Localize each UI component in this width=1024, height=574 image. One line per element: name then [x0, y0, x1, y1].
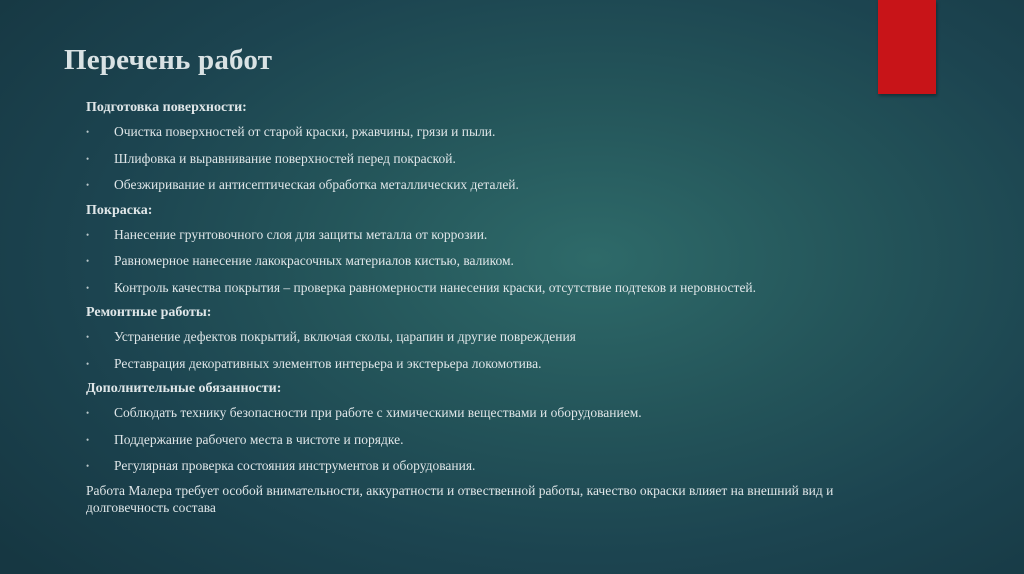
section-heading-additional: Дополнительные обязанности: — [86, 381, 282, 396]
list-item-text: Поддержание рабочего места в чистоте и порядке. — [114, 431, 404, 447]
bullet-icon: • — [86, 256, 90, 266]
bullet-icon: • — [86, 180, 90, 190]
list-item-text: Обезжиривание и антисептическая обработка металлических деталей. — [114, 177, 519, 192]
bullet-icon: • — [86, 153, 90, 164]
bullet-icon: • — [86, 127, 90, 137]
list-item-text: Устранение дефектов покрытий, включая сколы, царапин и другие повреждения — [114, 329, 576, 344]
bullet-icon: • — [86, 408, 90, 418]
list-item-text: Нанесение грунтовочного слоя для защиты металла от коррозии. — [114, 226, 488, 242]
list-item — [86, 119, 906, 146]
list-item-text: Очистка поверхностей от старой краски, ржавчины, грязи и пыли. — [114, 124, 496, 139]
red-accent-tab — [878, 0, 936, 94]
list-item — [86, 222, 906, 249]
list-item — [86, 172, 906, 199]
list-item-text: Соблюдать технику безопасности при работе с химическими веществами и оборудованием. — [114, 405, 642, 420]
list-item — [86, 453, 906, 480]
section-heading-repair: Ремонтные работы: — [86, 305, 212, 320]
bullet-icon: • — [86, 358, 90, 369]
list-item — [86, 248, 906, 275]
list-item — [86, 400, 906, 427]
list-item — [86, 275, 906, 302]
slide-content — [86, 96, 906, 516]
section-heading-preparation: Подготовка поверхности: — [86, 100, 247, 115]
list-item-text: Равномерное нанесение лакокрасочных материалов кистью, валиком. — [114, 253, 514, 268]
list-item-text: Регулярная проверка состояния инструментов и оборудования. — [114, 458, 476, 473]
list-item-text: Контроль качества покрытия – проверка равномерности нанесения краски, отсутствие подтеков и неровностей. — [114, 279, 757, 295]
list-item — [86, 427, 906, 454]
slide-title: Перечень работ — [64, 44, 273, 76]
summary-paragraph: Работа Малера требует особой внимательности, аккуратности и отвественной работы, качество окраски влияет на внешний вид и долговечность состава — [86, 482, 834, 515]
bullet-icon: • — [86, 229, 90, 240]
list-item — [86, 324, 906, 351]
bullet-icon: • — [86, 434, 90, 445]
bullet-icon: • — [86, 332, 90, 342]
list-item-text: Шлифовка и выравнивание поверхностей перед покраской. — [114, 150, 456, 166]
bullet-icon: • — [86, 282, 90, 293]
list-item-text: Реставрация декоративных элементов интерьера и экстерьера локомотива. — [114, 355, 542, 371]
section-heading-painting: Покраска: — [86, 202, 153, 218]
bullet-icon: • — [86, 461, 90, 471]
list-item — [86, 351, 906, 378]
list-item — [86, 146, 906, 173]
